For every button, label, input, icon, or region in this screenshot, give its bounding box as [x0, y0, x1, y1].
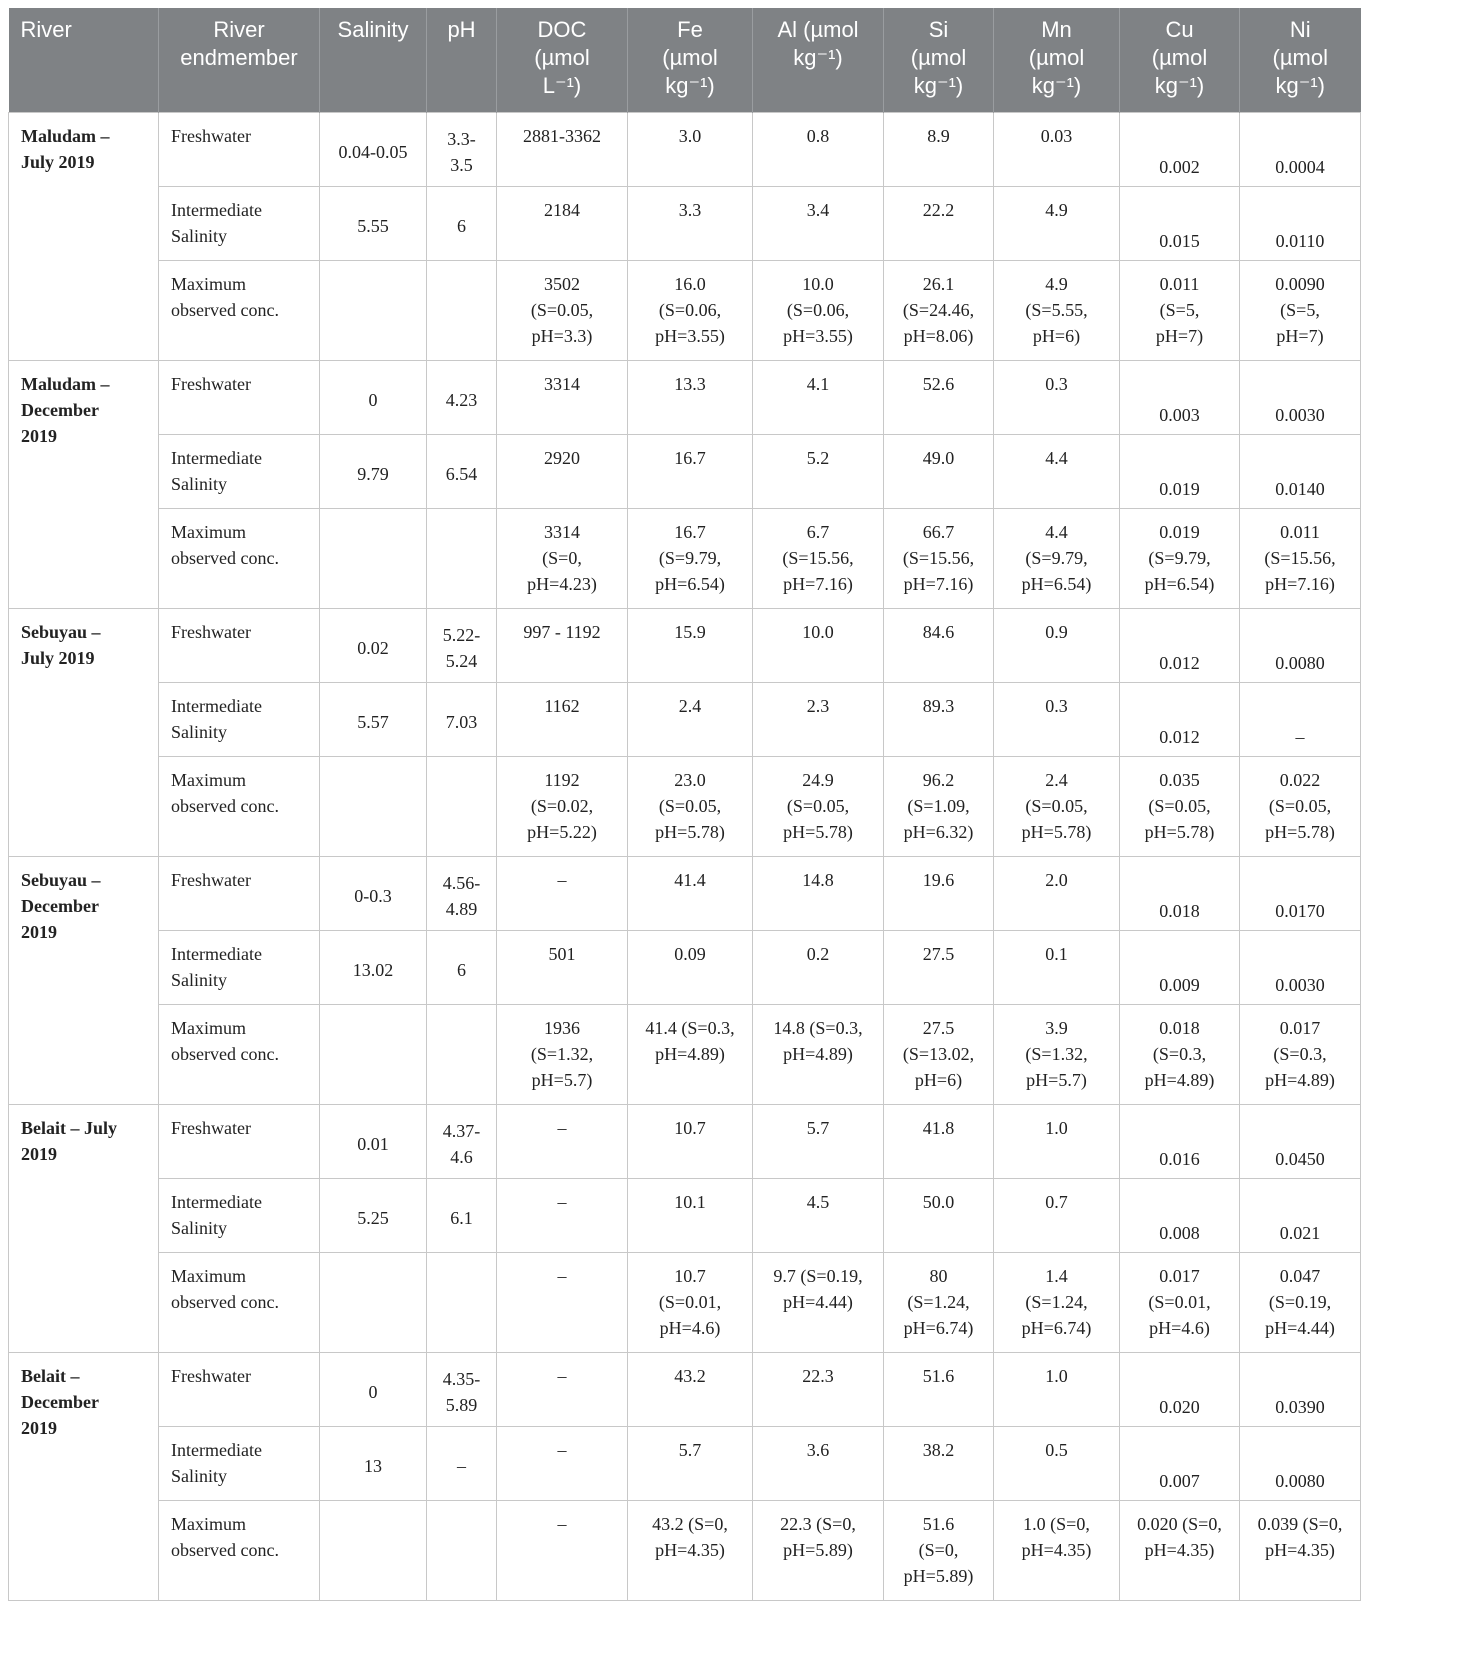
- river-cell: Maludam – December 2019: [9, 361, 159, 609]
- table-row: [9, 1253, 1361, 1353]
- salinity-cell: [320, 1501, 427, 1601]
- salinity-cell: 5.57: [320, 683, 427, 757]
- table-row: [9, 609, 1361, 683]
- endmember-cell: Freshwater: [159, 361, 320, 435]
- river-cell: Sebuyau – July 2019: [9, 609, 159, 857]
- al-cell: 9.7 (S=0.19, pH=4.44): [753, 1253, 884, 1353]
- river-cell: Belait – December 2019: [9, 1353, 159, 1601]
- table-row: [9, 187, 1361, 261]
- ph-cell: 6: [427, 187, 497, 261]
- endmember-cell: Intermediate Salinity: [159, 683, 320, 757]
- ni-cell: 0.0140: [1240, 435, 1361, 509]
- doc-cell: –: [497, 1179, 628, 1253]
- ni-cell: 0.0450: [1240, 1105, 1361, 1179]
- ni-cell: 0.011 (S=15.56, pH=7.16): [1240, 509, 1361, 609]
- si-cell: 27.5 (S=13.02, pH=6): [884, 1005, 994, 1105]
- doc-cell: 2184: [497, 187, 628, 261]
- al-cell: 2.3: [753, 683, 884, 757]
- al-cell: 0.2: [753, 931, 884, 1005]
- mn-cell: 1.4 (S=1.24, pH=6.74): [994, 1253, 1120, 1353]
- table-row: [9, 757, 1361, 857]
- mn-cell: 0.9: [994, 609, 1120, 683]
- ni-cell: 0.0090 (S=5, pH=7): [1240, 261, 1361, 361]
- cu-cell: 0.017 (S=0.01, pH=4.6): [1120, 1253, 1240, 1353]
- fe-cell: 16.0 (S=0.06, pH=3.55): [628, 261, 753, 361]
- si-cell: 80 (S=1.24, pH=6.74): [884, 1253, 994, 1353]
- mn-cell: 4.9 (S=5.55, pH=6): [994, 261, 1120, 361]
- ph-cell: 4.56- 4.89: [427, 857, 497, 931]
- mn-cell: 0.03: [994, 113, 1120, 187]
- doc-cell: 997 - 1192: [497, 609, 628, 683]
- table-row: [9, 1427, 1361, 1501]
- table-body: [9, 113, 1361, 1601]
- salinity-cell: 0.02: [320, 609, 427, 683]
- table-row: [9, 683, 1361, 757]
- fe-cell: 5.7: [628, 1427, 753, 1501]
- header-ni: Ni (µmol kg⁻¹): [1240, 8, 1361, 113]
- salinity-cell: [320, 1005, 427, 1105]
- ph-cell: 3.3- 3.5: [427, 113, 497, 187]
- salinity-cell: 13: [320, 1427, 427, 1501]
- salinity-cell: 0.04-0.05: [320, 113, 427, 187]
- si-cell: 52.6: [884, 361, 994, 435]
- cu-cell: 0.008: [1120, 1179, 1240, 1253]
- fe-cell: 43.2 (S=0, pH=4.35): [628, 1501, 753, 1601]
- si-cell: 49.0: [884, 435, 994, 509]
- si-cell: 51.6 (S=0, pH=5.89): [884, 1501, 994, 1601]
- mn-cell: 2.0: [994, 857, 1120, 931]
- ph-cell: [427, 1005, 497, 1105]
- fe-cell: 16.7 (S=9.79, pH=6.54): [628, 509, 753, 609]
- si-cell: 27.5: [884, 931, 994, 1005]
- cu-cell: 0.012: [1120, 683, 1240, 757]
- fe-cell: 41.4: [628, 857, 753, 931]
- ph-cell: [427, 1501, 497, 1601]
- doc-cell: –: [497, 1253, 628, 1353]
- mn-cell: 1.0: [994, 1105, 1120, 1179]
- ni-cell: 0.047 (S=0.19, pH=4.44): [1240, 1253, 1361, 1353]
- salinity-cell: 0: [320, 1353, 427, 1427]
- cu-cell: 0.018 (S=0.3, pH=4.89): [1120, 1005, 1240, 1105]
- cu-cell: 0.020 (S=0, pH=4.35): [1120, 1501, 1240, 1601]
- fe-cell: 13.3: [628, 361, 753, 435]
- al-cell: 0.8: [753, 113, 884, 187]
- table-row: [9, 113, 1361, 187]
- al-cell: 3.6: [753, 1427, 884, 1501]
- al-cell: 5.7: [753, 1105, 884, 1179]
- table-row: [9, 1105, 1361, 1179]
- cu-cell: 0.011 (S=5, pH=7): [1120, 261, 1240, 361]
- fe-cell: 41.4 (S=0.3, pH=4.89): [628, 1005, 753, 1105]
- mn-cell: 4.9: [994, 187, 1120, 261]
- al-cell: 22.3 (S=0, pH=5.89): [753, 1501, 884, 1601]
- table-row: [9, 1501, 1361, 1601]
- ph-cell: 4.35- 5.89: [427, 1353, 497, 1427]
- ni-cell: 0.0110: [1240, 187, 1361, 261]
- ni-cell: 0.0030: [1240, 361, 1361, 435]
- doc-cell: 2881-3362: [497, 113, 628, 187]
- fe-cell: 43.2: [628, 1353, 753, 1427]
- table-row: [9, 435, 1361, 509]
- endmember-cell: Maximum observed conc.: [159, 1501, 320, 1601]
- doc-cell: 501: [497, 931, 628, 1005]
- endmember-cell: Maximum observed conc.: [159, 1253, 320, 1353]
- cu-cell: 0.016: [1120, 1105, 1240, 1179]
- ph-cell: 4.37- 4.6: [427, 1105, 497, 1179]
- cu-cell: 0.018: [1120, 857, 1240, 931]
- endmember-cell: Maximum observed conc.: [159, 757, 320, 857]
- endmember-table: [8, 8, 1361, 1601]
- endmember-cell: Freshwater: [159, 1353, 320, 1427]
- mn-cell: 1.0 (S=0, pH=4.35): [994, 1501, 1120, 1601]
- salinity-cell: 0: [320, 361, 427, 435]
- doc-cell: –: [497, 857, 628, 931]
- si-cell: 22.2: [884, 187, 994, 261]
- cu-cell: 0.003: [1120, 361, 1240, 435]
- cu-cell: 0.035 (S=0.05, pH=5.78): [1120, 757, 1240, 857]
- fe-cell: 10.7 (S=0.01, pH=4.6): [628, 1253, 753, 1353]
- fe-cell: 23.0 (S=0.05, pH=5.78): [628, 757, 753, 857]
- fe-cell: 3.3: [628, 187, 753, 261]
- ni-cell: 0.0170: [1240, 857, 1361, 931]
- doc-cell: 1192 (S=0.02, pH=5.22): [497, 757, 628, 857]
- doc-cell: 3314: [497, 361, 628, 435]
- ni-cell: 0.0030: [1240, 931, 1361, 1005]
- cu-cell: 0.015: [1120, 187, 1240, 261]
- si-cell: 96.2 (S=1.09, pH=6.32): [884, 757, 994, 857]
- si-cell: 51.6: [884, 1353, 994, 1427]
- al-cell: 24.9 (S=0.05, pH=5.78): [753, 757, 884, 857]
- al-cell: 14.8: [753, 857, 884, 931]
- cu-cell: 0.009: [1120, 931, 1240, 1005]
- mn-cell: 2.4 (S=0.05, pH=5.78): [994, 757, 1120, 857]
- salinity-cell: 9.79: [320, 435, 427, 509]
- salinity-cell: [320, 757, 427, 857]
- endmember-cell: Maximum observed conc.: [159, 261, 320, 361]
- table-row: [9, 1005, 1361, 1105]
- salinity-cell: [320, 261, 427, 361]
- salinity-cell: 13.02: [320, 931, 427, 1005]
- endmember-cell: Intermediate Salinity: [159, 187, 320, 261]
- al-cell: 14.8 (S=0.3, pH=4.89): [753, 1005, 884, 1105]
- fe-cell: 15.9: [628, 609, 753, 683]
- cu-cell: 0.002: [1120, 113, 1240, 187]
- cu-cell: 0.019 (S=9.79, pH=6.54): [1120, 509, 1240, 609]
- si-cell: 41.8: [884, 1105, 994, 1179]
- ph-cell: [427, 261, 497, 361]
- ni-cell: 0.039 (S=0, pH=4.35): [1240, 1501, 1361, 1601]
- endmember-cell: Freshwater: [159, 857, 320, 931]
- header-ph: pH: [427, 8, 497, 113]
- ph-cell: –: [427, 1427, 497, 1501]
- al-cell: 3.4: [753, 187, 884, 261]
- table-row: [9, 261, 1361, 361]
- fe-cell: 3.0: [628, 113, 753, 187]
- mn-cell: 3.9 (S=1.32, pH=5.7): [994, 1005, 1120, 1105]
- header-doc: DOC (µmol L⁻¹): [497, 8, 628, 113]
- si-cell: 38.2: [884, 1427, 994, 1501]
- mn-cell: 0.1: [994, 931, 1120, 1005]
- ni-cell: 0.0080: [1240, 609, 1361, 683]
- table-row: [9, 857, 1361, 931]
- ph-cell: 7.03: [427, 683, 497, 757]
- cu-cell: 0.019: [1120, 435, 1240, 509]
- si-cell: 8.9: [884, 113, 994, 187]
- si-cell: 26.1 (S=24.46, pH=8.06): [884, 261, 994, 361]
- river-cell: Sebuyau – December 2019: [9, 857, 159, 1105]
- salinity-cell: [320, 509, 427, 609]
- fe-cell: 2.4: [628, 683, 753, 757]
- river-cell: Belait – July 2019: [9, 1105, 159, 1353]
- ph-cell: [427, 509, 497, 609]
- ni-cell: 0.017 (S=0.3, pH=4.89): [1240, 1005, 1361, 1105]
- ni-cell: 0.0390: [1240, 1353, 1361, 1427]
- header-salinity: Salinity: [320, 8, 427, 113]
- salinity-cell: 5.25: [320, 1179, 427, 1253]
- al-cell: 6.7 (S=15.56, pH=7.16): [753, 509, 884, 609]
- salinity-cell: 0-0.3: [320, 857, 427, 931]
- ni-cell: –: [1240, 683, 1361, 757]
- mn-cell: 0.5: [994, 1427, 1120, 1501]
- doc-cell: 3314 (S=0, pH=4.23): [497, 509, 628, 609]
- doc-cell: 3502 (S=0.05, pH=3.3): [497, 261, 628, 361]
- ph-cell: 6.54: [427, 435, 497, 509]
- endmember-cell: Freshwater: [159, 609, 320, 683]
- si-cell: 84.6: [884, 609, 994, 683]
- fe-cell: 10.7: [628, 1105, 753, 1179]
- fe-cell: 0.09: [628, 931, 753, 1005]
- ph-cell: 5.22- 5.24: [427, 609, 497, 683]
- endmember-cell: Freshwater: [159, 113, 320, 187]
- ph-cell: [427, 757, 497, 857]
- fe-cell: 16.7: [628, 435, 753, 509]
- ph-cell: 4.23: [427, 361, 497, 435]
- al-cell: 4.5: [753, 1179, 884, 1253]
- doc-cell: –: [497, 1427, 628, 1501]
- endmember-cell: Intermediate Salinity: [159, 931, 320, 1005]
- ni-cell: 0.021: [1240, 1179, 1361, 1253]
- doc-cell: 1162: [497, 683, 628, 757]
- ph-cell: 6: [427, 931, 497, 1005]
- doc-cell: –: [497, 1501, 628, 1601]
- table-row: [9, 361, 1361, 435]
- doc-cell: –: [497, 1353, 628, 1427]
- endmember-cell: Maximum observed conc.: [159, 1005, 320, 1105]
- mn-cell: 0.7: [994, 1179, 1120, 1253]
- ni-cell: 0.0004: [1240, 113, 1361, 187]
- doc-cell: 2920: [497, 435, 628, 509]
- si-cell: 66.7 (S=15.56, pH=7.16): [884, 509, 994, 609]
- header-fe: Fe (µmol kg⁻¹): [628, 8, 753, 113]
- ph-cell: [427, 1253, 497, 1353]
- header-river-endmember: River endmember: [159, 8, 320, 113]
- si-cell: 19.6: [884, 857, 994, 931]
- header-cu: Cu (µmol kg⁻¹): [1120, 8, 1240, 113]
- si-cell: 89.3: [884, 683, 994, 757]
- table-row: [9, 509, 1361, 609]
- endmember-cell: Intermediate Salinity: [159, 1179, 320, 1253]
- header-river: River: [9, 8, 159, 113]
- ni-cell: 0.0080: [1240, 1427, 1361, 1501]
- doc-cell: –: [497, 1105, 628, 1179]
- salinity-cell: [320, 1253, 427, 1353]
- si-cell: 50.0: [884, 1179, 994, 1253]
- endmember-cell: Freshwater: [159, 1105, 320, 1179]
- mn-cell: 4.4 (S=9.79, pH=6.54): [994, 509, 1120, 609]
- ni-cell: 0.022 (S=0.05, pH=5.78): [1240, 757, 1361, 857]
- endmember-cell: Maximum observed conc.: [159, 509, 320, 609]
- endmember-cell: Intermediate Salinity: [159, 435, 320, 509]
- table-row: [9, 931, 1361, 1005]
- endmember-cell: Intermediate Salinity: [159, 1427, 320, 1501]
- al-cell: 10.0: [753, 609, 884, 683]
- al-cell: 22.3: [753, 1353, 884, 1427]
- salinity-cell: 0.01: [320, 1105, 427, 1179]
- table-row: [9, 1353, 1361, 1427]
- salinity-cell: 5.55: [320, 187, 427, 261]
- cu-cell: 0.012: [1120, 609, 1240, 683]
- header-mn: Mn (µmol kg⁻¹): [994, 8, 1120, 113]
- cu-cell: 0.020: [1120, 1353, 1240, 1427]
- ph-cell: 6.1: [427, 1179, 497, 1253]
- al-cell: 5.2: [753, 435, 884, 509]
- header-al: Al (µmol kg⁻¹): [753, 8, 884, 113]
- cu-cell: 0.007: [1120, 1427, 1240, 1501]
- doc-cell: 1936 (S=1.32, pH=5.7): [497, 1005, 628, 1105]
- al-cell: 10.0 (S=0.06, pH=3.55): [753, 261, 884, 361]
- fe-cell: 10.1: [628, 1179, 753, 1253]
- header-si: Si (µmol kg⁻¹): [884, 8, 994, 113]
- mn-cell: 0.3: [994, 683, 1120, 757]
- mn-cell: 0.3: [994, 361, 1120, 435]
- table-row: [9, 1179, 1361, 1253]
- mn-cell: 4.4: [994, 435, 1120, 509]
- al-cell: 4.1: [753, 361, 884, 435]
- header-row: [9, 8, 1361, 113]
- river-cell: Maludam – July 2019: [9, 113, 159, 361]
- mn-cell: 1.0: [994, 1353, 1120, 1427]
